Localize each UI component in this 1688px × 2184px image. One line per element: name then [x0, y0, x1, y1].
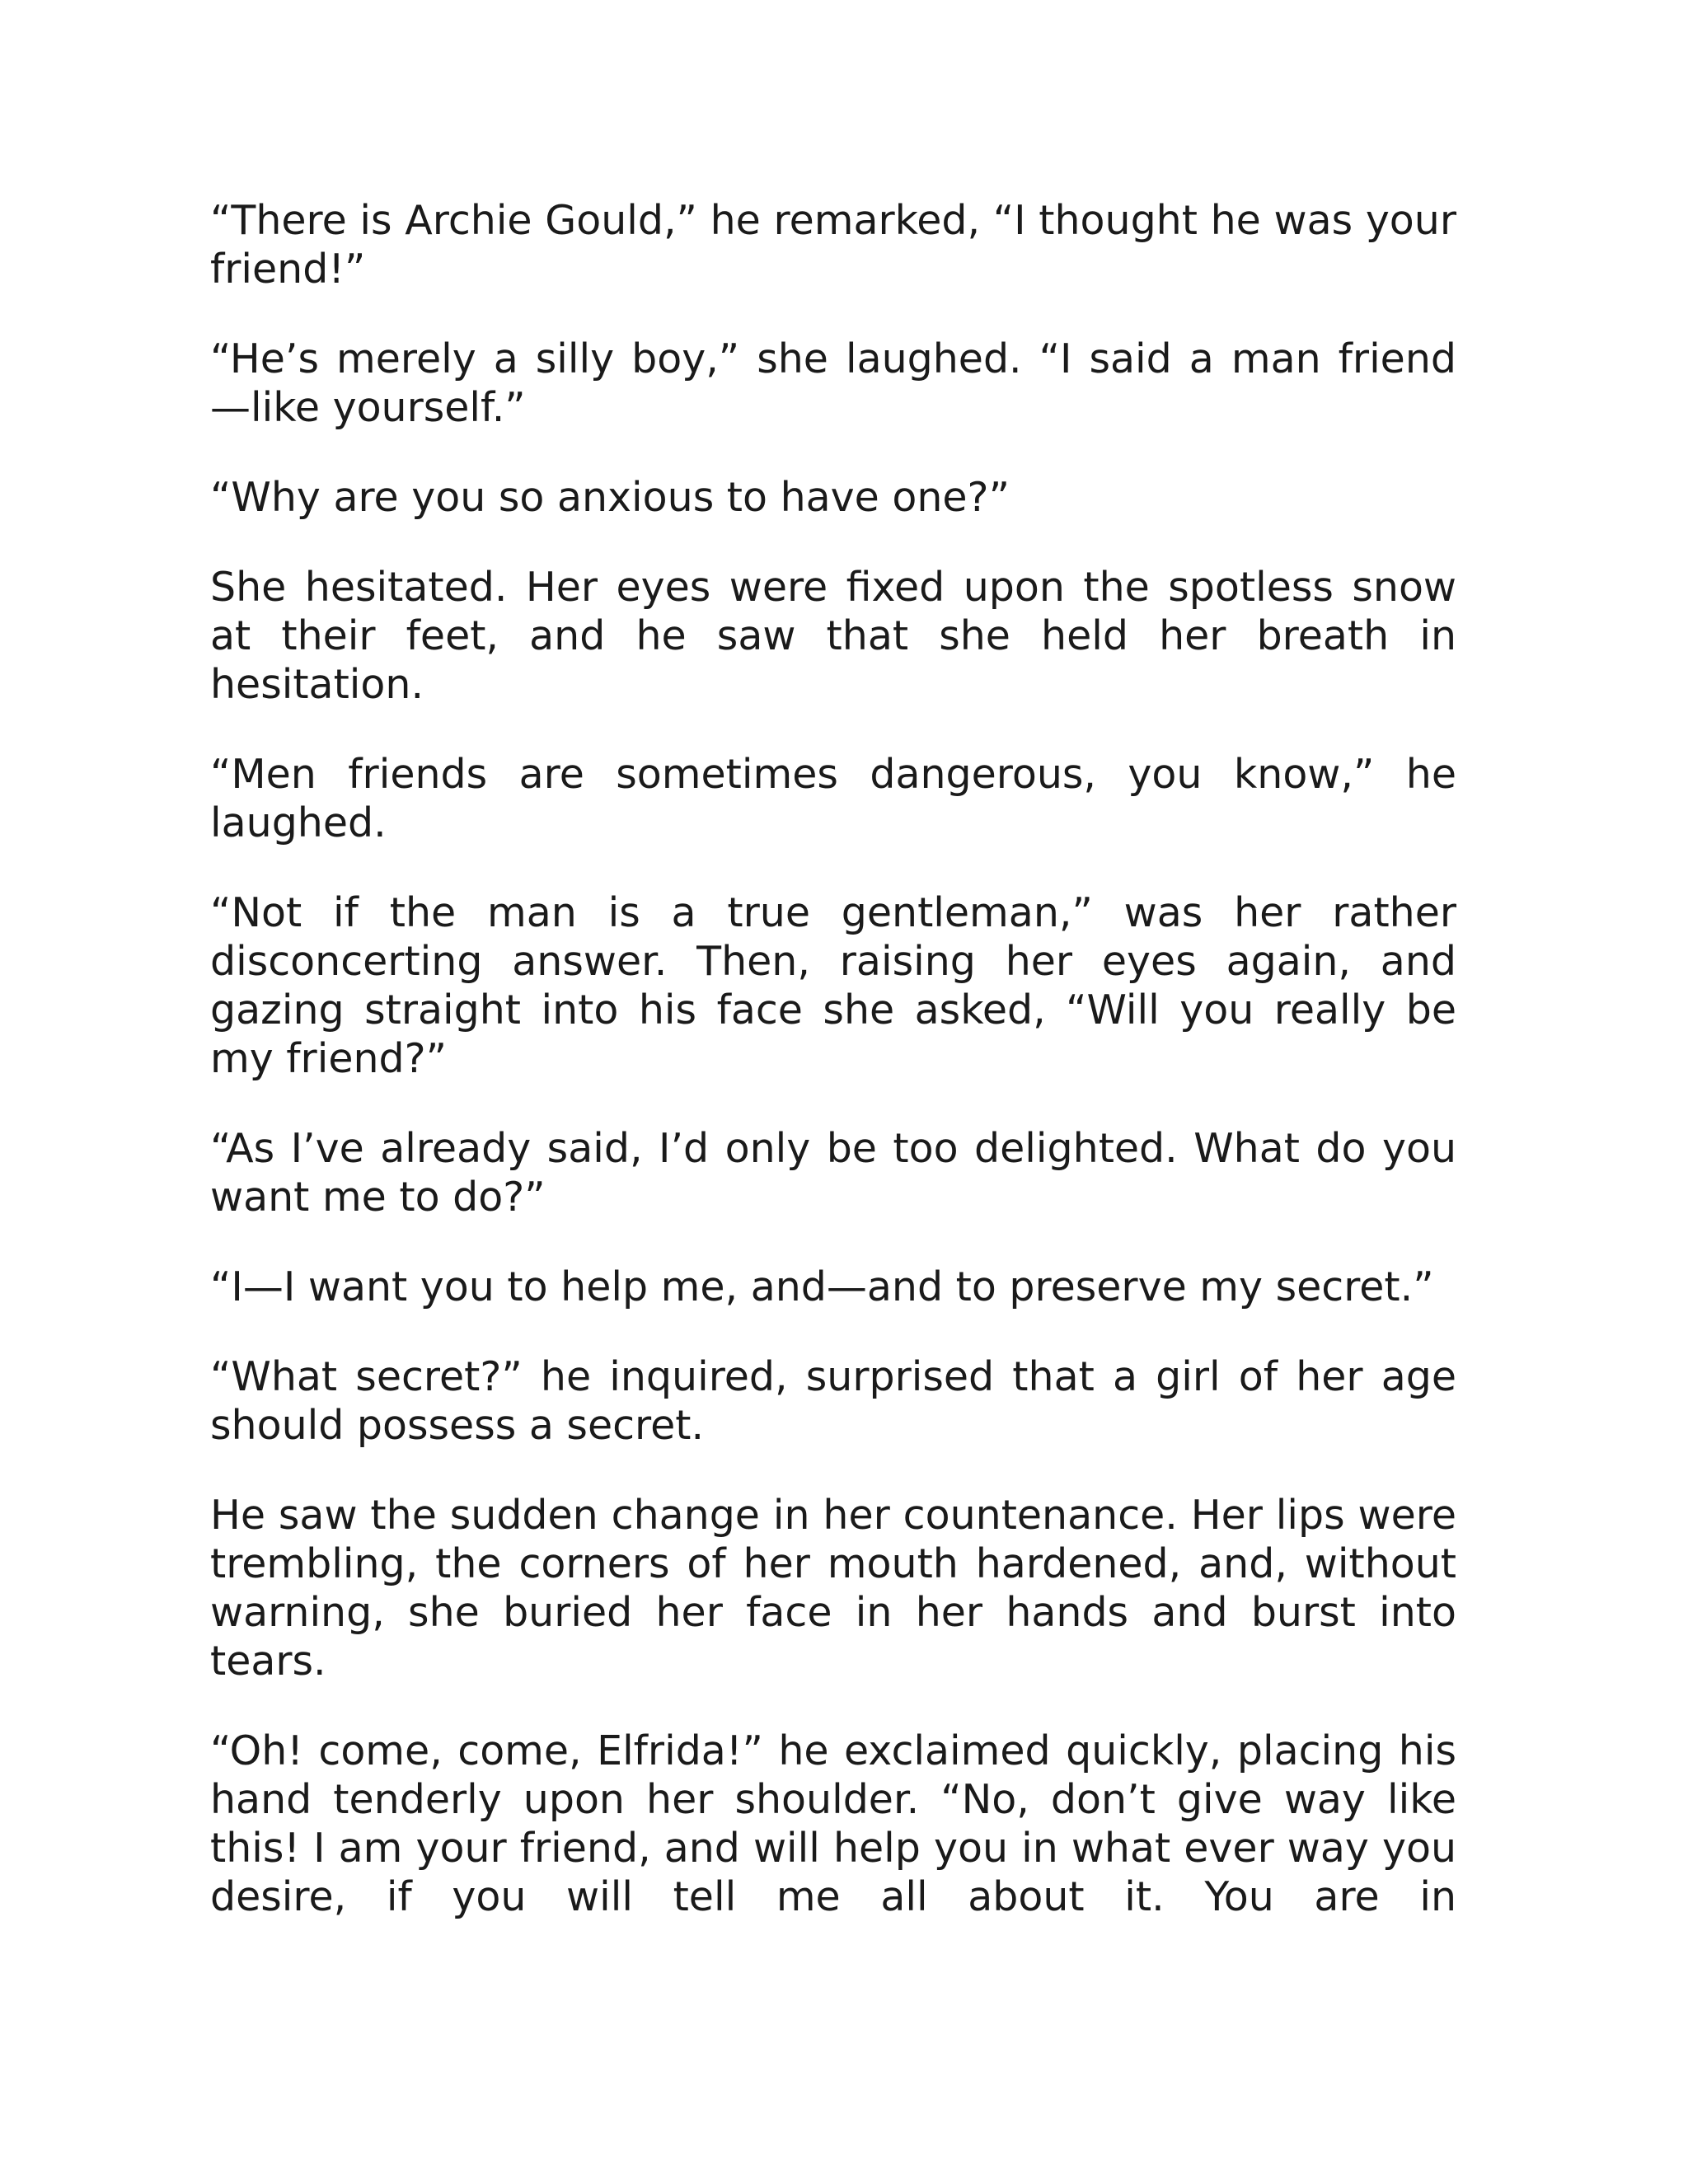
paragraph-5: “Men friends are sometimes dangerous, you know,” he laughed. — [210, 751, 1456, 846]
paragraph-3: “Why are you so anxious to have one?” — [210, 474, 1010, 521]
paragraph-7: “As I’ve already said, I’d only be too delighted. What do you want me to do?” — [210, 1125, 1456, 1221]
paragraph-6: “Not if the man is a true gentleman,” was her rather disconcerting answer. Then, raising her eyes again, and gazing straight into his face she asked, “Will you really be my friend?” — [210, 889, 1456, 1082]
paragraph-11: “Oh! come, come, Elfrida!” he exclaimed quickly, placing his hand tenderly upon her shoulder. “No, don’t give way like this! I am your friend, and will help you in what ever way you desire, if you will tell me all about it. You are in — [210, 1727, 1456, 1920]
paragraph-8: “I—I want you to help me, and—and to preserve my secret.” — [210, 1263, 1434, 1310]
paragraph-1: “There is Archie Gould,” he remarked, “I thought he was your friend!” — [210, 197, 1456, 293]
paragraph-10: He saw the sudden change in her countenance. Her lips were trembling, the corners of her mouth hardened, and, without warning, she buried her face in her hands and burst into tears. — [210, 1492, 1456, 1685]
paragraph-9: “What secret?” he inquired, surprised that a girl of her age should possess a secret. — [210, 1353, 1456, 1449]
paragraph-4: She hesitated. Her eyes were fixed upon the spotless snow at their feet, and he saw that she held her breath in hesitation. — [210, 564, 1456, 708]
paragraph-2: “He’s merely a silly boy,” she laughed. “I said a man friend —like yourself.” — [210, 335, 1456, 431]
book-page — [210, 196, 1456, 1921]
